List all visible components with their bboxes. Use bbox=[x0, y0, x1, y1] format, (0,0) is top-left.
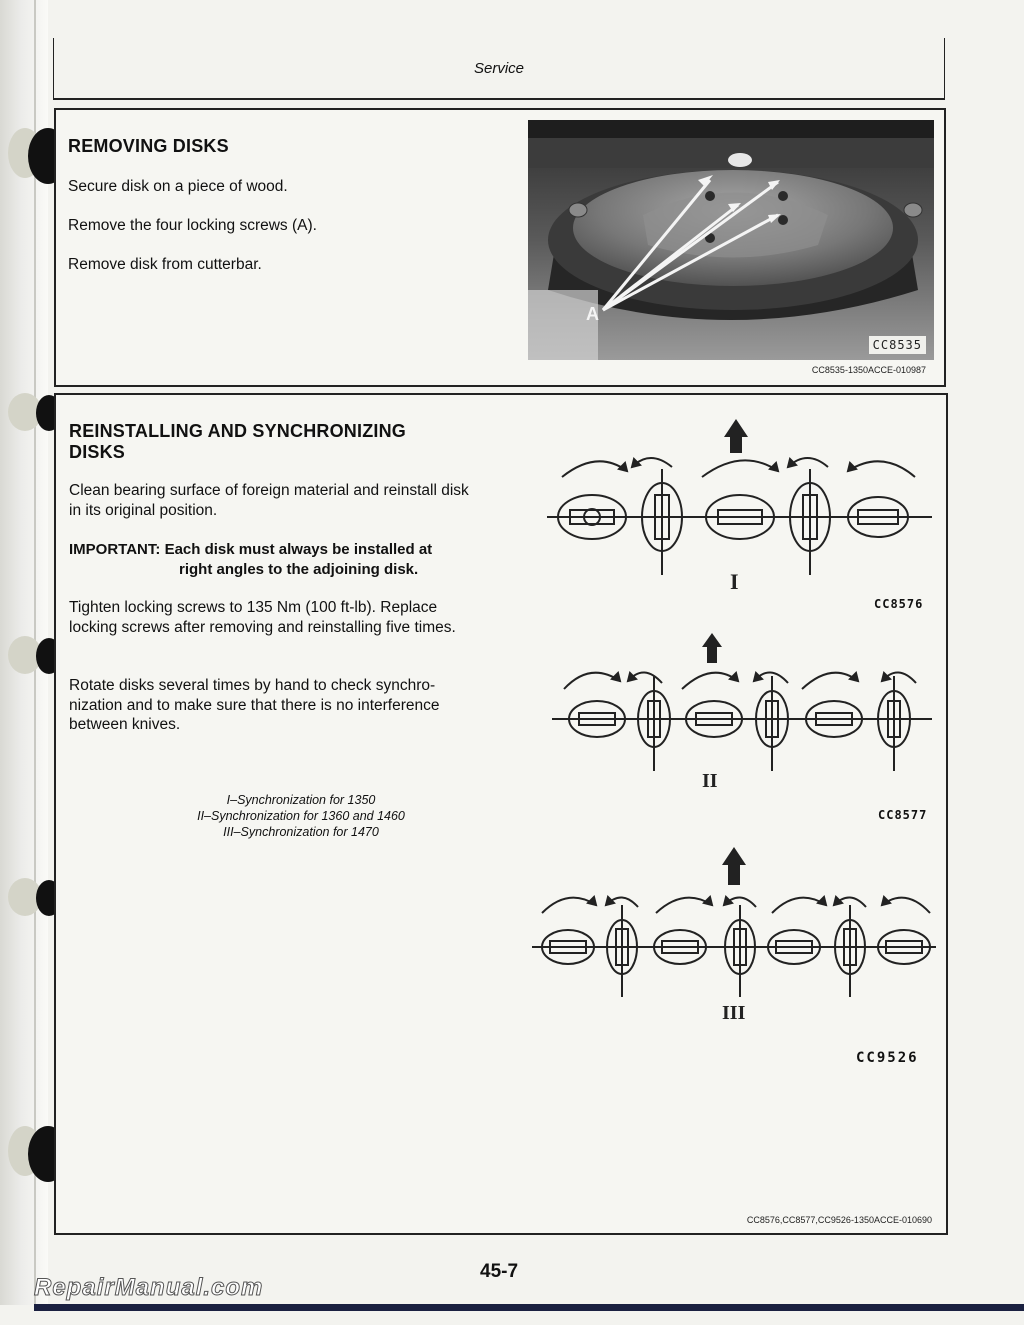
synchronization-diagram-1 bbox=[532, 409, 942, 609]
page-header bbox=[53, 38, 945, 100]
synchronization-diagram-2 bbox=[542, 631, 942, 796]
disk-photo bbox=[528, 120, 934, 360]
important-note bbox=[69, 540, 489, 579]
diagram-numeral: III bbox=[722, 1002, 746, 1024]
important-label: IMPORTANT: bbox=[69, 541, 161, 558]
header-title: Service bbox=[473, 60, 525, 77]
disk-photo-drawing bbox=[528, 120, 934, 360]
figure-reference: CC8535-1350ACCE-010987 bbox=[811, 365, 926, 375]
bottom-edge bbox=[34, 1304, 1024, 1311]
section-heading-line1: REINSTALLING AND SYNCHRONIZING bbox=[69, 421, 406, 441]
diagram-code: CC9526 bbox=[856, 1050, 919, 1066]
important-line1: Each disk must always be installed at bbox=[164, 541, 433, 558]
step-text: Remove the four locking screws (A). bbox=[68, 217, 317, 234]
diagram-numeral: II bbox=[702, 770, 718, 792]
diagram-code: CC8576 bbox=[874, 597, 924, 611]
reinstalling-section bbox=[54, 393, 948, 1235]
photo-callout: A bbox=[586, 304, 599, 324]
step-text: Remove disk from cutterbar. bbox=[68, 256, 262, 273]
caption: II–Synchronization for 1360 and 1460 bbox=[197, 809, 405, 823]
instruction-clean: Clean bearing surface of foreign material and reinstall disk in its original position. bbox=[69, 482, 469, 519]
watermark: RepairManual.com bbox=[34, 1274, 264, 1301]
section-heading-line2: DISKS bbox=[69, 442, 126, 462]
diagram-numeral: I bbox=[730, 569, 739, 594]
caption: I–Synchronization for 1350 bbox=[226, 793, 376, 807]
removing-disks-section bbox=[54, 108, 946, 387]
figure-captions bbox=[176, 792, 426, 840]
photo-label: CC8535 bbox=[869, 336, 926, 354]
step-text: Secure disk on a piece of wood. bbox=[68, 178, 288, 195]
caption: III–Synchronization for 1470 bbox=[223, 825, 379, 839]
instruction-rotate: Rotate disks several times by hand to check synchro-nization and to make sure that there is no interference between knives. bbox=[69, 677, 440, 733]
diagram-code: CC8577 bbox=[878, 808, 928, 822]
page-number: 45-7 bbox=[480, 1261, 519, 1282]
important-line2: right angles to the adjoining disk. bbox=[179, 560, 419, 578]
section-heading: REMOVING DISKS bbox=[68, 136, 229, 156]
figure-reference: CC8576,CC8577,CC9526-1350ACCE-010690 bbox=[746, 1215, 932, 1225]
synchronization-diagram-3 bbox=[526, 847, 942, 1027]
instruction-tighten: Tighten locking screws to 135 Nm (100 ft-lb). Replace locking screws after removing and reinstalling five times. bbox=[69, 599, 456, 636]
